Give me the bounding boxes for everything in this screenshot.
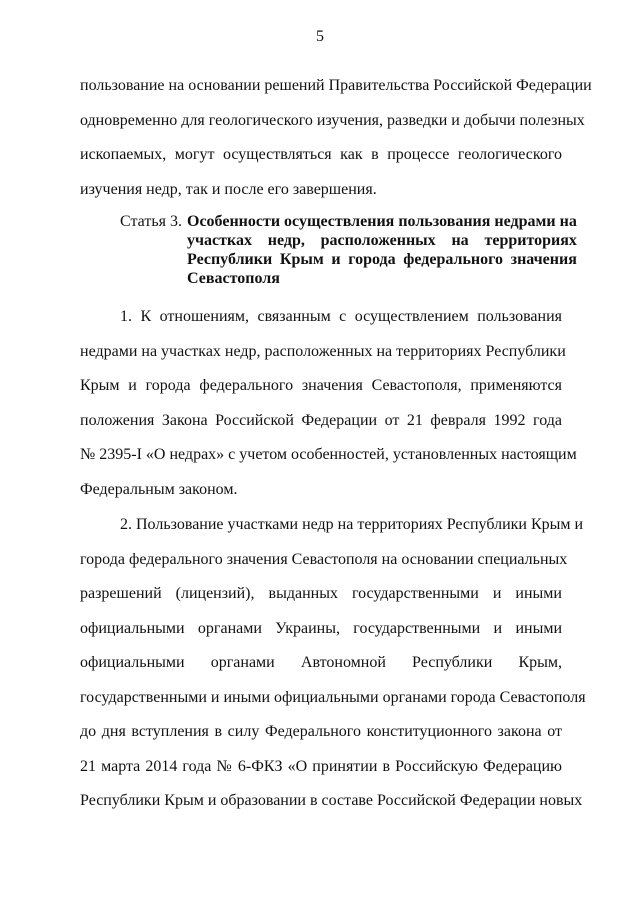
text-line: 1. К отношениям, связанным с осуществлением пользования (120, 308, 562, 325)
article-label: Статья 3. (120, 213, 182, 230)
article-heading (120, 212, 577, 288)
intro-paragraph (80, 69, 592, 207)
text-line: Федеральным законом. (80, 480, 238, 498)
text-line: государственными и иными официальными органами города Севастополя (80, 688, 586, 706)
text-line: одновременно для геологического изучения, разведки и добычи полезных (80, 111, 585, 129)
text-line: пользование на основании решений Правительства Российской Федерации (80, 77, 592, 94)
text-line: недрами на участках недр, расположенных на территориях Республики (80, 342, 566, 360)
article-title (187, 212, 577, 288)
text-line: официальными органами Автономной Республики Крым, (80, 654, 562, 671)
article-title-line: участках недр, расположенных на территориях (187, 232, 577, 249)
text-line: Крым и города федерального значения Севастополя, применяются (80, 377, 562, 394)
text-line: № 2395-I «О недрах» с учетом особенностей, установленных настоящим (80, 446, 577, 463)
text-line: 2. Пользование участками недр на территориях Республики Крым и (120, 516, 584, 533)
text-line: положения Закона Российской Федерации от 21 февраля 1992 года (80, 411, 562, 429)
text-line: изучения недр, так и после его завершения. (80, 180, 377, 198)
article-title-line: Республики Крым и города федерального значения (187, 251, 577, 268)
page-number: 5 (316, 28, 324, 45)
paragraph-1 (80, 300, 577, 507)
text-line: Республики Крым и образовании в составе Российской Федерации новых (80, 792, 583, 809)
text-line: города федерального значения Севастополя на основании специальных (80, 550, 568, 568)
paragraph-2 (80, 508, 586, 819)
article-title-line: Севастополя (187, 270, 280, 287)
text-line: официальными органами Украины, государственными и иными (80, 619, 562, 637)
text-line: 21 марта 2014 года № 6-ФКЗ «О принятии в Российскую Федерацию (80, 757, 562, 775)
text-line: ископаемых, могут осуществляться как в процессе геологического (80, 146, 562, 163)
article-title-line: Особенности осуществления пользования недрами на (187, 213, 577, 230)
text-line: разрешений (лицензий), выданных государственными и иными (80, 585, 562, 602)
text-line: до дня вступления в силу Федерального конституционного закона от (80, 723, 562, 740)
